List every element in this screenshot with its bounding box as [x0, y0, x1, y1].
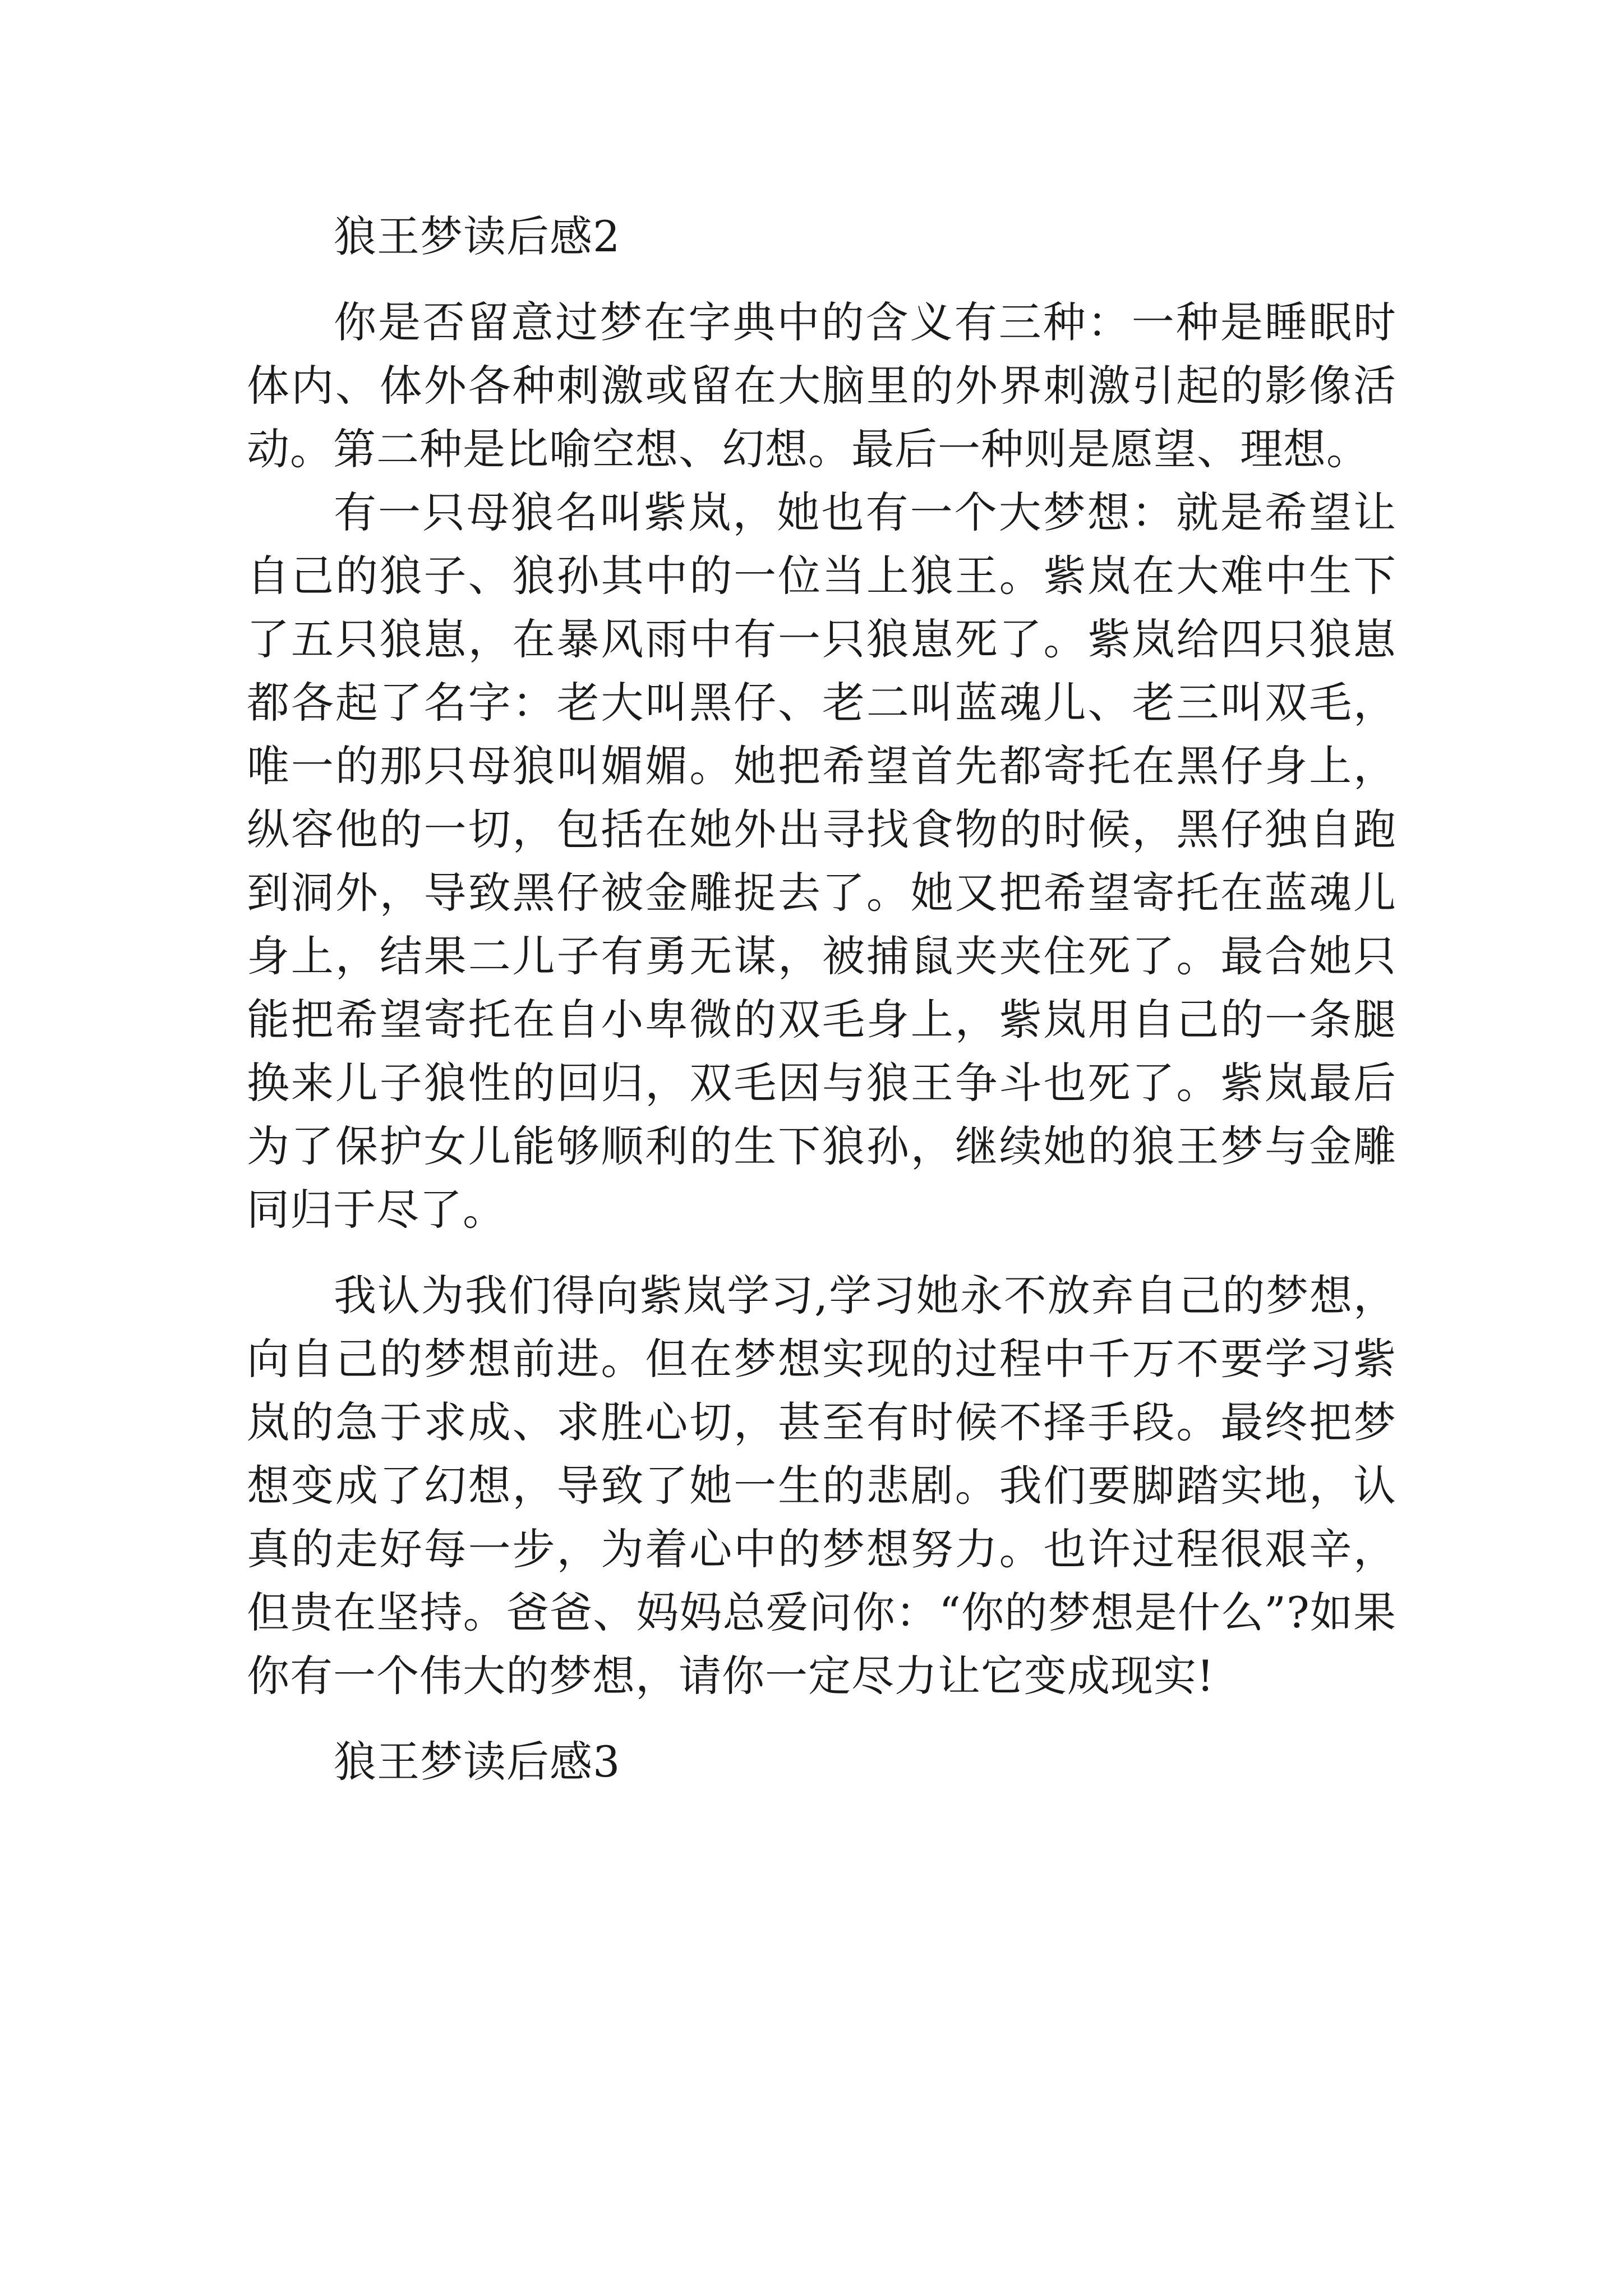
- section-heading-2: 狼王梦读后感2: [334, 211, 621, 261]
- paragraph-dream-definition: 你是否留意过梦在字典中的含义有三种：一种是睡眠时体内、体外各种刺激或留在大脑里的外界刺激引起的影像活动。第二种是比喻空想、幻想。最后一种则是愿望、理想。: [247, 297, 1396, 474]
- paragraph-reflection: 我认为我们得向紫岚学习,学习她永不放弃自己的梦想，向自己的梦想前进。但在梦想实现的过程中千万不要学习紫岚的急于求成、求胜心切，甚至有时候不择手段。最终把梦想变成了幻想，导致了她一生的悲剧。我们要脚踏实地，认真的走好每一步，为着心中的梦想努力。也许过程很艰辛，但贵在坚持。爸爸、妈妈总爱问你：“你的梦想是什么”?如果你有一个伟大的梦想，请你一定尽力让它变成现实!: [247, 1271, 1396, 1701]
- section-heading-3: 狼王梦读后感3: [334, 1737, 621, 1787]
- document-page: [247, 205, 1396, 1793]
- paragraph-zilan-story: 有一只母狼名叫紫岚，她也有一个大梦想：就是希望让自己的狼子、狼孙其中的一位当上狼王。紫岚在大难中生下了五只狼崽，在暴风雨中有一只狼崽死了。紫岚给四只狼崽都各起了名字：老大叫黑仔、老二叫蓝魂儿、老三叫双毛，唯一的那只母狼叫媚媚。她把希望首先都寄托在黑仔身上，纵容他的一切，包括在她外出寻找食物的时候，黑仔独自跑到洞外，导致黑仔被金雕捉去了。她又把希望寄托在蓝魂儿身上，结果二儿子有勇无谋，被捕鼠夹夹住死了。最合她只能把希望寄托在自小卑微的双毛身上，紫岚用自己的一条腿换来儿子狼性的回归，双毛因与狼王争斗也死了。紫岚最后为了保护女儿能够顺利的生下狼孙，继续她的狼王梦与金雕同归于尽了。: [247, 487, 1396, 1235]
